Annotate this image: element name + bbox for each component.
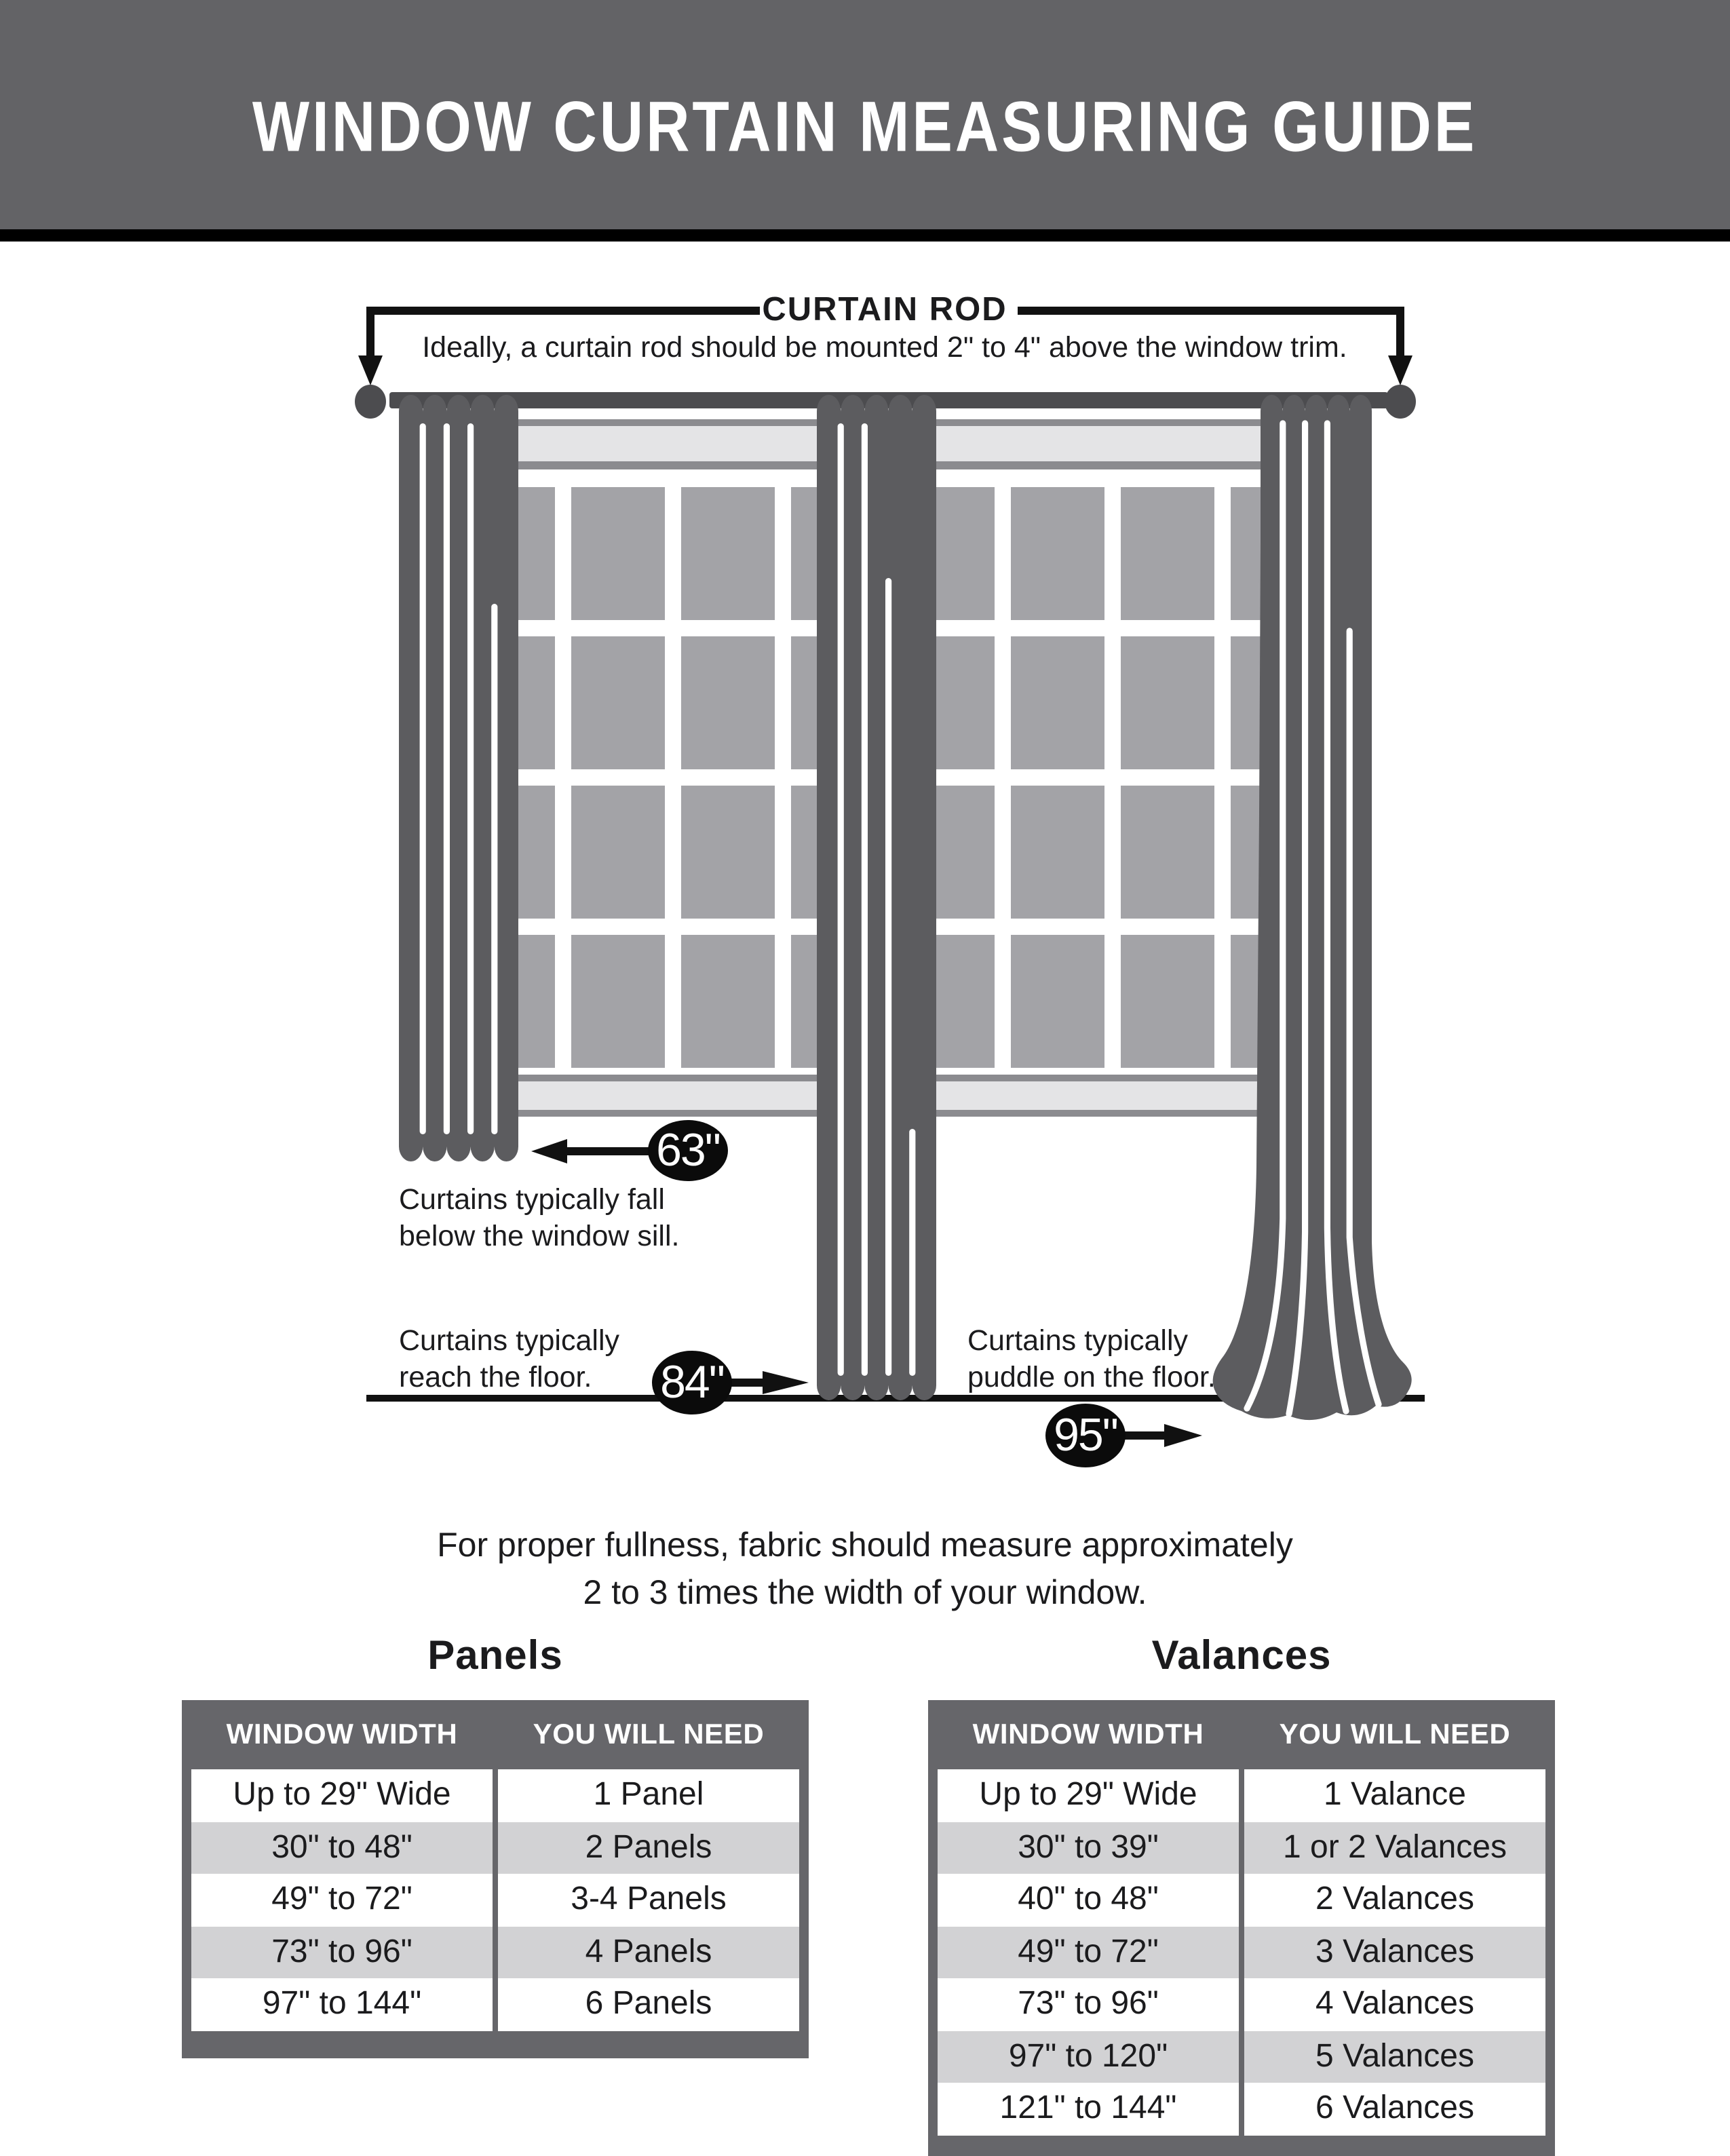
valances-table — [928, 1700, 1555, 2156]
caption-sill-line2: below the window sill. — [399, 1219, 680, 1252]
panels-width-column — [191, 1769, 493, 2030]
right-arrow-icon — [763, 1371, 809, 1394]
fold-line — [444, 423, 450, 1134]
panels-need-column — [498, 1769, 799, 2030]
table-cell: 97" to 144" — [262, 1985, 422, 2022]
table-cell: 73" to 96" — [191, 1926, 493, 1978]
table-cell: 6 Panels — [585, 1985, 712, 2022]
curtain-84-body — [817, 395, 936, 1400]
caption-sill-line1: Curtains typically fall — [399, 1183, 665, 1216]
table-cell: 2 Valances — [1315, 1881, 1474, 1917]
table-cell: 49" to 72" — [271, 1881, 412, 1917]
curtain-rod — [389, 392, 1388, 408]
valances-table-header — [928, 1700, 1555, 1769]
caption-floor — [399, 1323, 619, 1395]
table-cell: 97" to 120" — [938, 2030, 1239, 2083]
fullness-line2: 2 to 3 times the width of your window. — [583, 1574, 1147, 1612]
column-header: WINDOW WIDTH — [226, 1718, 458, 1750]
table-cell: 3-4 Panels — [571, 1881, 727, 1917]
callout-84-length: 84" — [660, 1356, 724, 1408]
table-cell: 30" to 39" — [938, 1822, 1239, 1874]
fold-line — [838, 423, 844, 1376]
valances-need-column — [1244, 1769, 1545, 2135]
table-cell: 2 Panels — [498, 1822, 799, 1874]
caption-puddle-line1: Curtains typically — [967, 1324, 1188, 1357]
table-cell: 5 Valances — [1244, 2030, 1545, 2083]
table-cell: 1 Valance — [1324, 1776, 1466, 1813]
rod-label: CURTAIN ROD — [762, 292, 1007, 328]
fold-line — [909, 1129, 915, 1376]
table-cell: 1 or 2 Valances — [1244, 1822, 1545, 1874]
fold-line — [862, 423, 868, 1376]
rod-note: Ideally, a curtain rod should be mounted 2" to 4" above the window trim. — [422, 331, 1347, 364]
column-header: WINDOW WIDTH — [972, 1718, 1204, 1750]
caption-floor-line1: Curtains typically — [399, 1324, 619, 1357]
curtain-84 — [817, 395, 936, 1400]
table-cell: 30" to 48" — [191, 1822, 493, 1874]
caption-puddle — [967, 1323, 1216, 1395]
table-cell: 49" to 72" — [938, 1926, 1239, 1978]
panels-table — [182, 1700, 809, 2058]
fold-line — [491, 604, 497, 1134]
right-arrow-icon — [1164, 1424, 1202, 1447]
fullness-note — [0, 1522, 1730, 1617]
table-cell: 121" to 144" — [999, 2090, 1177, 2126]
rod-finial-right — [1385, 385, 1416, 419]
table-cell: 4 Valances — [1315, 1985, 1474, 2022]
valances-heading: Valances — [1151, 1634, 1332, 1678]
fold-line — [420, 423, 426, 1134]
fullness-line1: For proper fullness, fabric should measure approximately — [437, 1526, 1293, 1564]
table-cell: 73" to 96" — [1018, 1985, 1159, 2022]
caption-floor-line2: reach the floor. — [399, 1360, 592, 1393]
caption-puddle-line2: puddle on the floor. — [967, 1360, 1216, 1393]
fold-line — [467, 423, 474, 1134]
curtain-63 — [399, 395, 518, 1161]
panels-heading: Panels — [427, 1634, 563, 1678]
table-cell: 1 Panel — [593, 1776, 704, 1813]
panels-table-header — [182, 1700, 809, 1769]
callout-63-length: 63" — [656, 1124, 720, 1176]
rod-finial-left — [355, 385, 386, 419]
page-title: WINDOW CURTAIN MEASURING GUIDE — [252, 85, 1478, 166]
fold-line — [885, 578, 891, 1376]
left-arrow-icon — [531, 1139, 567, 1163]
table-cell: 40" to 48" — [1018, 1881, 1159, 1917]
panels-table-body — [182, 1769, 809, 2030]
callout-95-length: 95" — [1054, 1409, 1117, 1461]
table-cell: 3 Valances — [1244, 1926, 1545, 1978]
table-cell: Up to 29" Wide — [979, 1776, 1197, 1813]
valances-width-column — [938, 1769, 1239, 2135]
caption-sill — [399, 1182, 680, 1254]
table-cell: 4 Panels — [498, 1926, 799, 1978]
table-cell: 6 Valances — [1315, 2090, 1474, 2126]
column-header: YOU WILL NEED — [533, 1718, 765, 1750]
curtain-63-body — [399, 395, 518, 1161]
column-header: YOU WILL NEED — [1279, 1718, 1511, 1750]
valances-table-body — [928, 1769, 1555, 2135]
table-cell: Up to 29" Wide — [233, 1776, 451, 1813]
